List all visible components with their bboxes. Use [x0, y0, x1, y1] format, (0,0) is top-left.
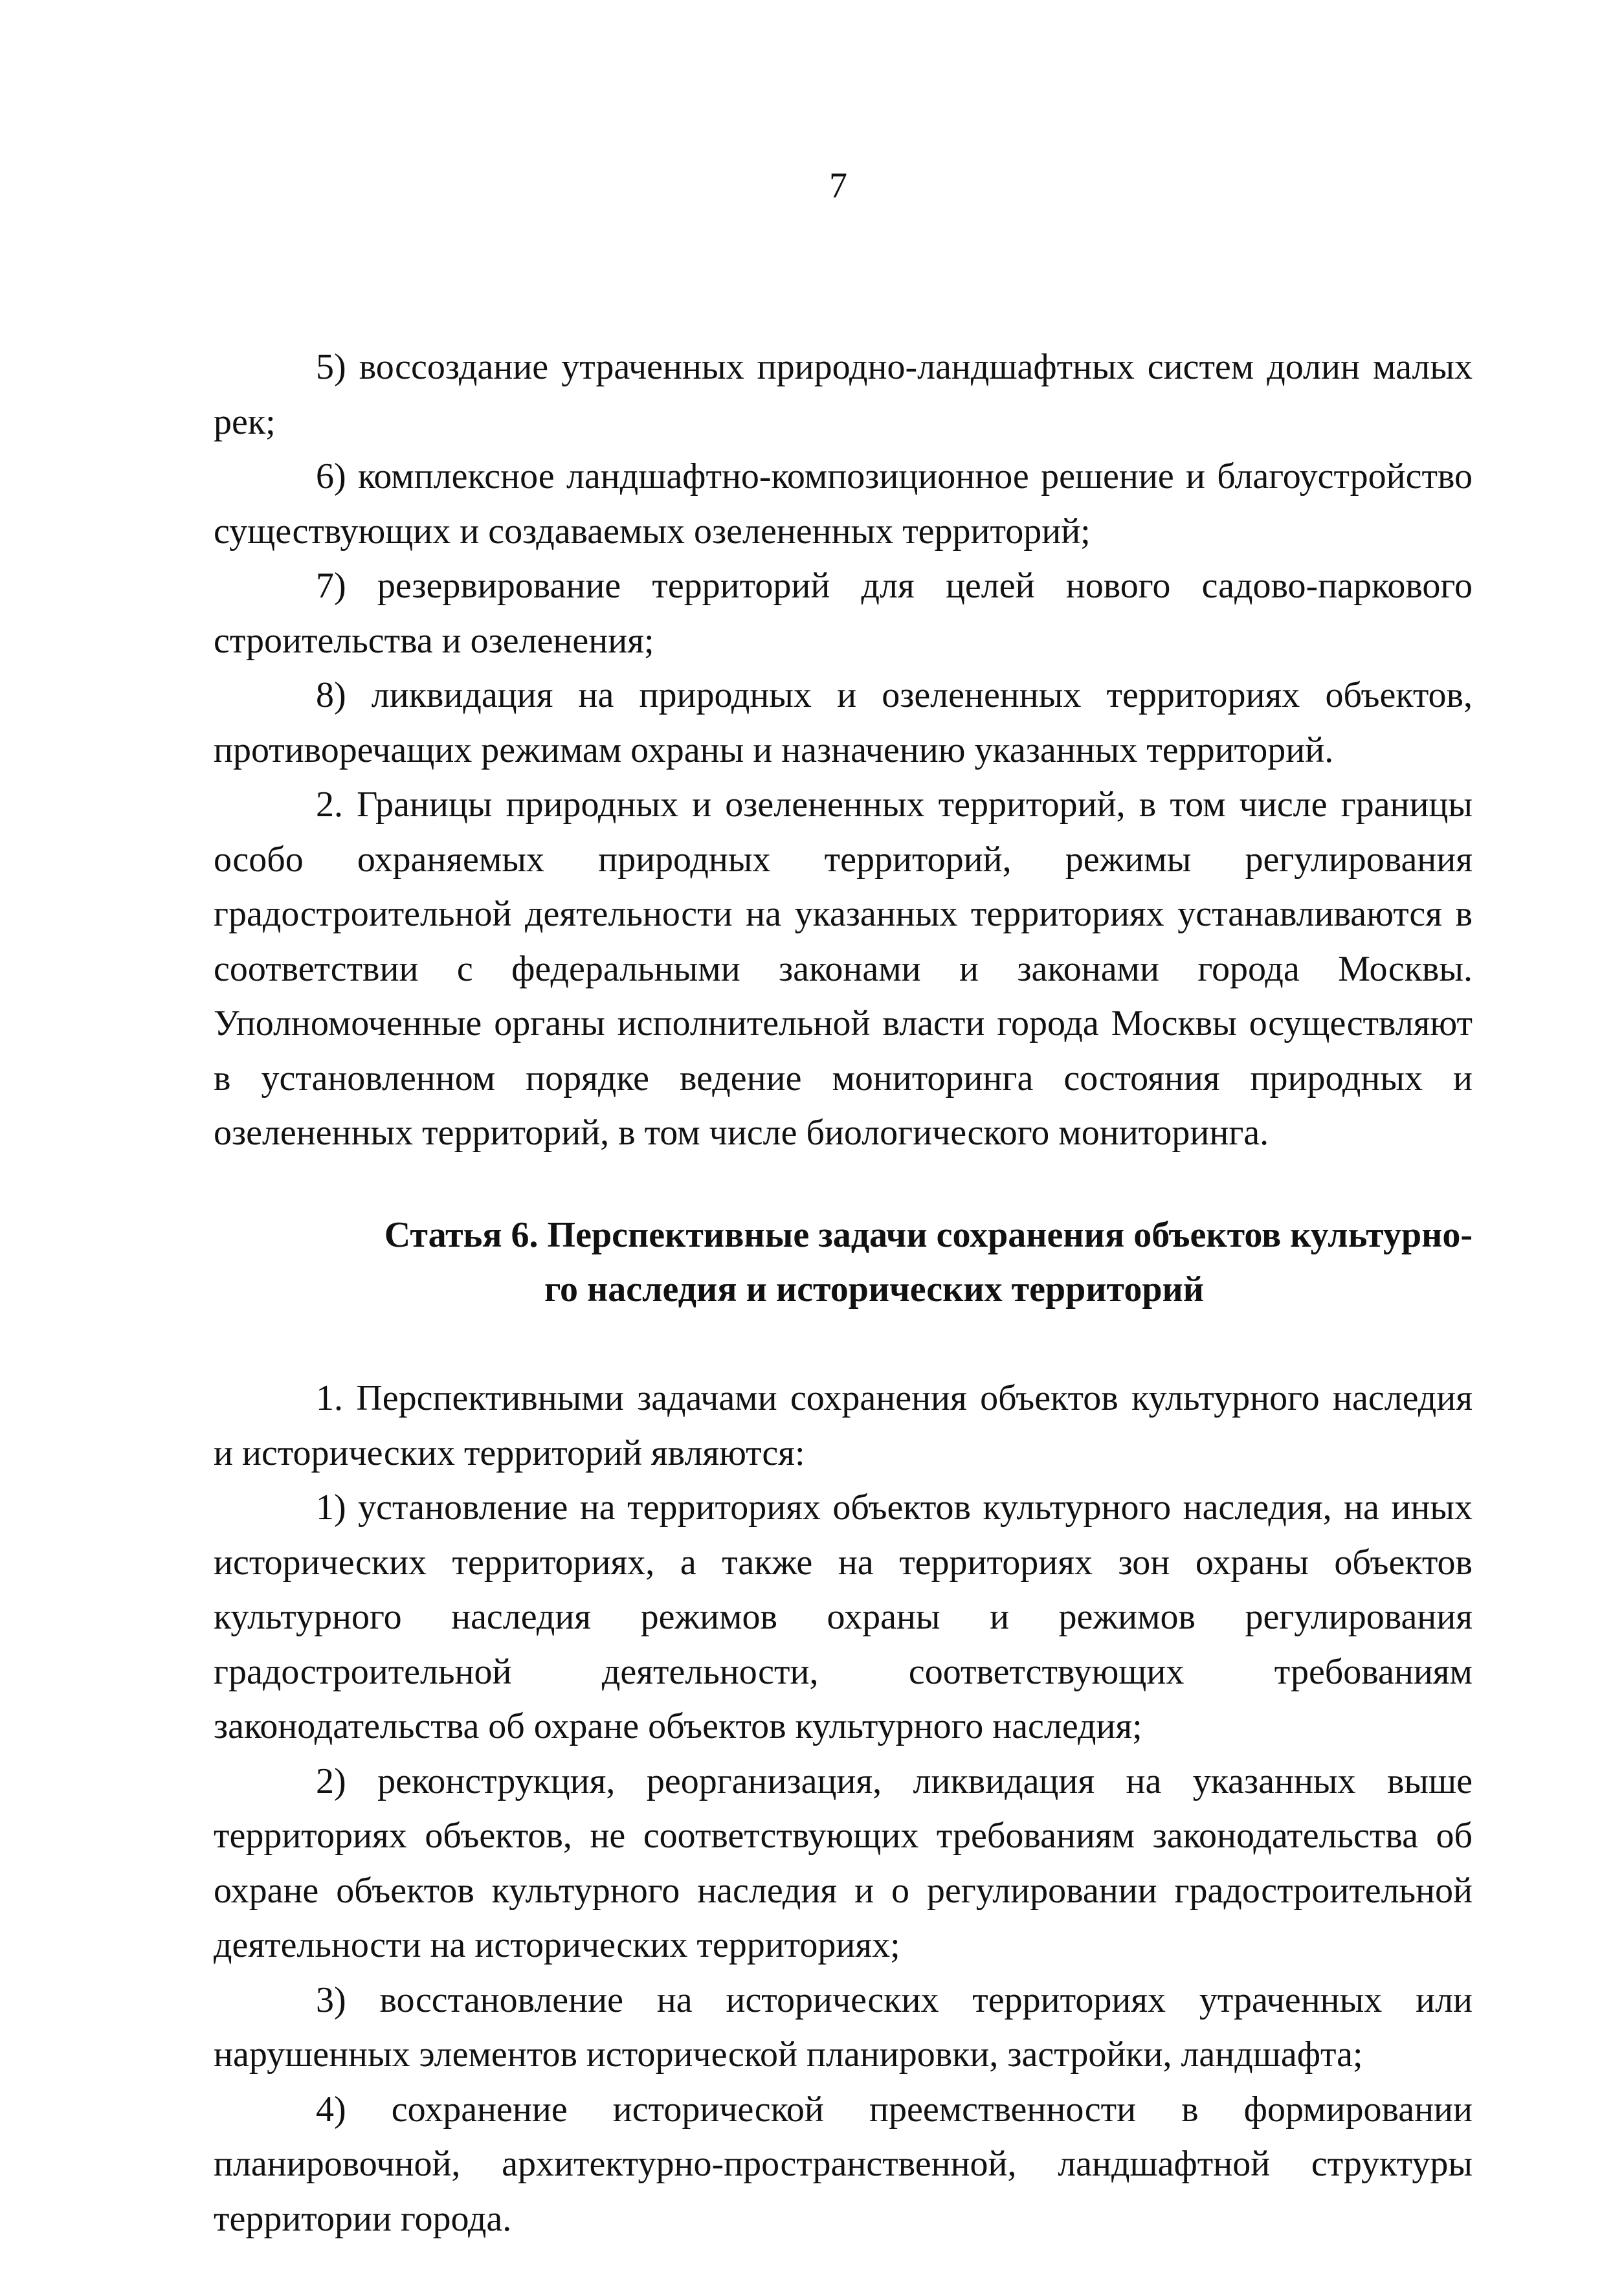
- paragraph-subitem-2: 2) реконструкция, реорганизация, ликвидация на указанных выше территориях объектов, не соответствующих требованиям законодательства об охране объектов культурного наследия и о регулировании градостроительной деятельности на исторических территориях;: [214, 1761, 1473, 1965]
- article-6-text: [214, 1371, 1473, 2246]
- paragraph-item-5: 5) воссоздание утраченных природно-ландшафтных систем долин малых рек;: [214, 347, 1473, 442]
- paragraph-subitem-4: 4) сохранение исторической преемственности в формировании планировочной, архитектурно-пространственной, ландшафтной структуры территории города.: [214, 2089, 1473, 2239]
- paragraph-item-6: 6) комплексное ландшафтно-композиционное решение и благоустройство существующих и создаваемых озелененных территорий;: [214, 456, 1473, 551]
- article-6-heading-line-1: Статья 6. Перспективные задачи сохранения объектов культурно-: [384, 1215, 1473, 1255]
- paragraph-item-7: 7) резервирование территорий для целей нового садово-паркового строительства и озеленения;: [214, 566, 1473, 661]
- paragraph-subitem-1: 1) установление на территориях объектов культурного наследия, на иных исторических территориях, а также на территориях зон охраны объектов культурного наследия режимов охраны и режимов регулирования градостроительной деятельности, соответствующих требованиям законодательства об охране объектов культурного наследия;: [214, 1487, 1473, 1746]
- paragraph-subitem-3: 3) восстановление на исторических территориях утраченных или нарушенных элементов исторической планировки, застройки, ландшафта;: [214, 1979, 1473, 2075]
- paragraph-point-1: 1. Перспективными задачами сохранения объектов культурного наследия и исторических территорий являются:: [214, 1378, 1473, 1473]
- paragraph-point-2: 2. Границы природных и озелененных территорий, в том числе границы особо охраняемых природных территорий, режимы регулирования градостроительной деятельности на указанных территориях устанавливаются в соответствии с федеральными законами и законами города Москвы. Уполномоченные органы исполнительной власти города Москвы осуществляют в установленном порядке ведение мониторинга состояния природных и озелененных территорий, в том числе биологического мониторинга.: [214, 785, 1473, 1153]
- article-6-heading: [214, 1208, 1473, 1317]
- article-6-heading-line-2: го наследия и исторических территорий: [544, 1269, 1205, 1309]
- section-1-text: [214, 340, 1473, 1161]
- page-number: 7: [829, 166, 847, 206]
- paragraph-item-8: 8) ликвидация на природных и озелененных территориях объектов, противоречащих режимам охраны и назначению указанных территорий.: [214, 675, 1473, 770]
